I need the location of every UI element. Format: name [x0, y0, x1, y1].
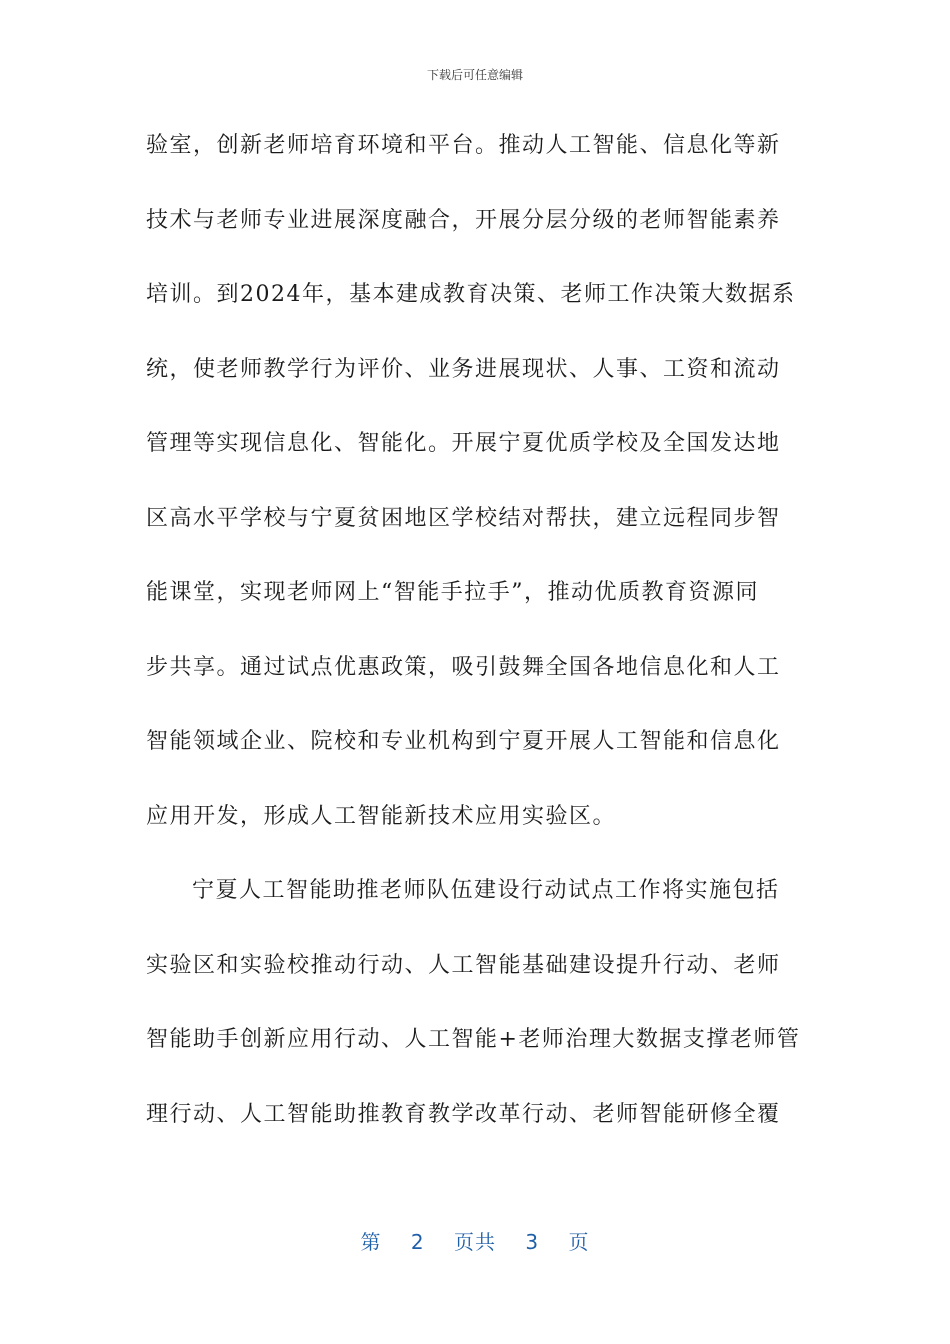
paragraph-2-line-2: 实验区和实验校推动行动、人工智能基础建设提升行动、老师	[146, 952, 781, 978]
document-body	[146, 124, 806, 1167]
paragraph-2-line-3: 智能助手创新应用行动、人工智能+老师治理大数据支撑老师管	[146, 1027, 801, 1052]
paragraph-1-line-6: 区高水平学校与宁夏贫困地区学校结对帮扶，建立远程同步智	[146, 505, 781, 531]
footer-total-pages: 3	[525, 1230, 540, 1254]
paragraph-1-line-9: 智能领域企业、院校和专业机构到宁夏开展人工智能和信息化	[146, 729, 781, 754]
paragraph-1-line-4: 统，使老师教学行为评价、业务进展现状、人事、工资和流动	[146, 356, 781, 382]
footer-middle: 页共	[454, 1230, 496, 1254]
paragraph-1-line-5: 管理等实现信息化、智能化。开展宁夏优质学校及全国发达地	[146, 431, 781, 456]
paragraph-1-line-3: 培训。到2024年，基本建成教育决策、老师工作决策大数据系	[146, 282, 796, 307]
footer-suffix: 页	[568, 1230, 590, 1254]
footer-prefix: 第	[360, 1230, 382, 1254]
paragraph-1-line-2: 技术与老师专业进展深度融合，开展分层分级的老师智能素养	[146, 207, 781, 233]
header-note: 下载后可任意编辑	[426, 68, 523, 82]
page-footer	[0, 1226, 950, 1255]
paragraph-2-line-4: 理行动、人工智能助推教育教学改革行动、老师智能研修全覆	[146, 1101, 781, 1127]
paragraph-1-line-7: 能课堂，实现老师网上“智能手拉手”，推动优质教育资源同	[146, 580, 759, 605]
paragraph-1-line-8: 步共享。通过试点优惠政策，吸引鼓舞全国各地信息化和人工	[146, 654, 781, 680]
footer-current-page: 2	[410, 1230, 425, 1254]
paragraph-1-line-1: 验室，创新老师培育环境和平台。推动人工智能、信息化等新	[146, 133, 781, 158]
paragraph-1-line-10: 应用开发，形成人工智能新技术应用实验区。	[146, 803, 617, 829]
paragraph-2-line-1: 宁夏人工智能助推老师队伍建设行动试点工作将实施包括	[192, 878, 780, 903]
